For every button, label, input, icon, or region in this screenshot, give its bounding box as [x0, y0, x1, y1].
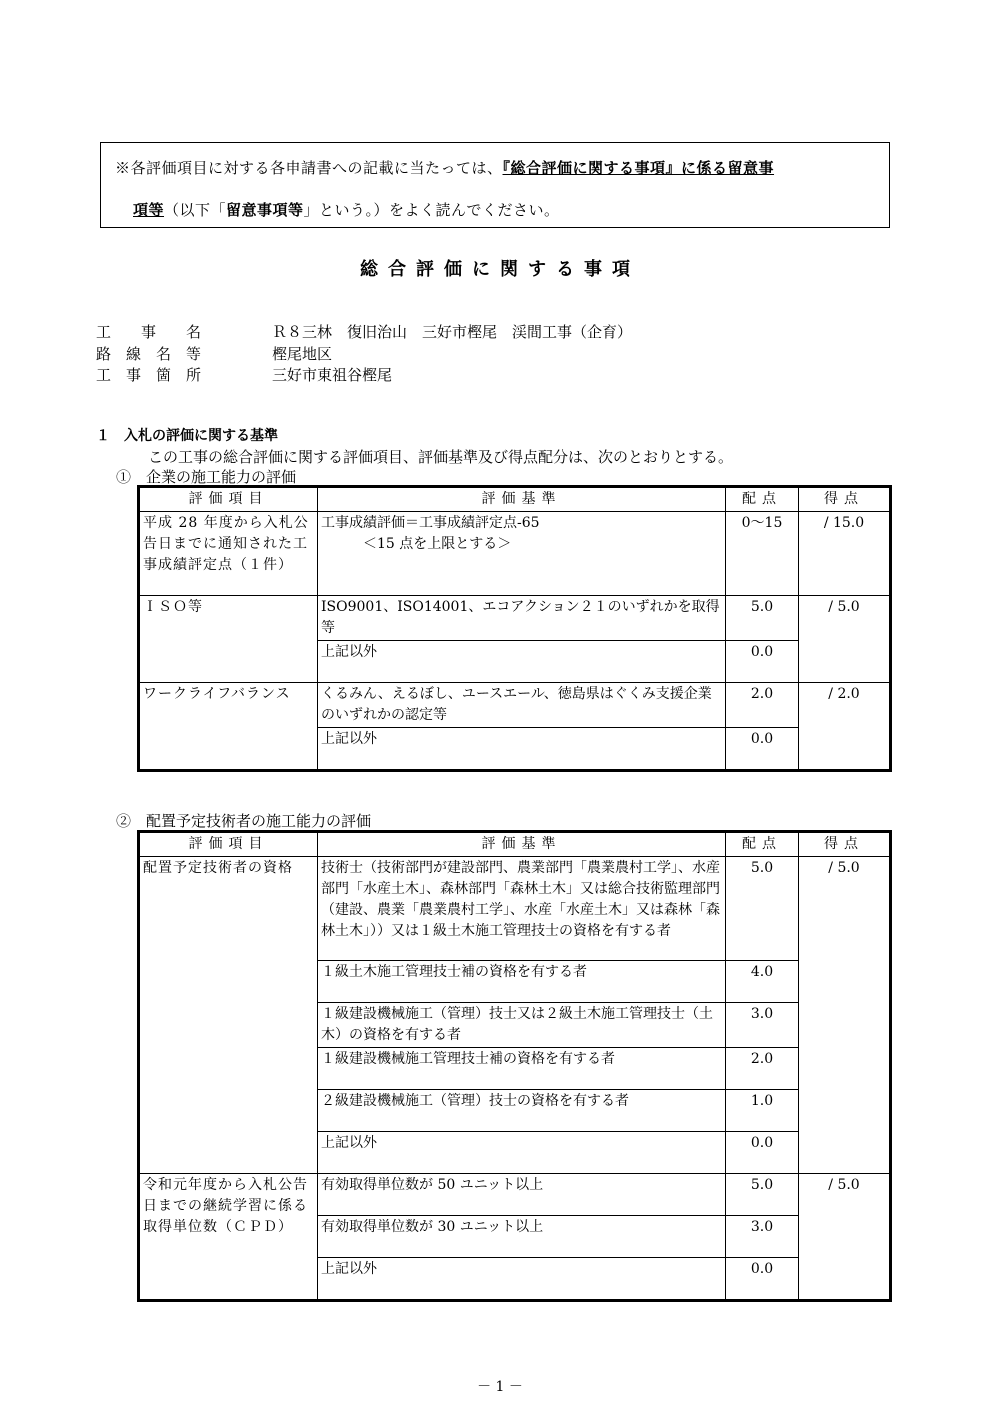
table-engineer-evaluation	[139, 832, 890, 1300]
score-cell: / 2.0	[799, 683, 890, 770]
table-row	[140, 1174, 890, 1216]
item-cell: ワークライフバランス	[140, 683, 318, 770]
criteria-cell: 技術士（技術部門が建設部門、農業部門「農業農村工学」、水産部門「水産土木」、森林部門「森林土木」又は総合技術監理部門（建設、農業「農業農村工学」、水産「水産土木」又は森林「森林土木」））又は１級土木施工管理技士の資格を有する者	[318, 857, 726, 961]
info-value: Ｒ８三林 復旧治山 三好市樫尾 渓間工事（企育）	[272, 323, 633, 341]
criteria-cell: １級建設機械施工（管理）技士又は２級土木施工管理技士（土木）の資格を有する者	[318, 1003, 726, 1048]
points-cell: 0～15	[726, 512, 799, 596]
page-number: － 1 －	[477, 1379, 523, 1395]
points-cell: 0.0	[726, 1258, 799, 1300]
table-row	[140, 512, 890, 596]
header-score: 得点	[799, 833, 890, 857]
item-cell: 令和元年度から入札公告日までの継続学習に係る取得単位数（ＣＰＤ）	[140, 1174, 318, 1300]
table1-label: ① 企業の施工能力の評価	[116, 468, 297, 486]
info-value: 樫尾地区	[272, 345, 333, 363]
table-row	[140, 596, 890, 641]
notice-emphasis: 『総合評価に関する事項』に係る留意事	[502, 159, 775, 177]
header-criteria: 評価基準	[318, 488, 726, 512]
criteria-cell: １級建設機械施工管理技士補の資格を有する者	[318, 1048, 726, 1090]
points-cell: 5.0	[726, 857, 799, 961]
points-cell: 3.0	[726, 1003, 799, 1048]
score-cell: / 5.0	[799, 596, 890, 683]
item-cell: ＩＳＯ等	[140, 596, 318, 683]
header-criteria: 評価基準	[318, 833, 726, 857]
criteria-cell: 有効取得単位数が 30 ユニット以上	[318, 1216, 726, 1258]
item-cell: 配置予定技術者の資格	[140, 857, 318, 1174]
table-row	[140, 683, 890, 728]
page-title: 総合評価に関する事項	[360, 259, 640, 280]
section-heading: １ 入札の評価に関する基準	[96, 428, 278, 444]
header-score: 得点	[799, 488, 890, 512]
criteria-cell: 工事成績評価＝工事成績評定点-65 ＜15 点を上限とする＞	[318, 512, 726, 596]
points-cell: 1.0	[726, 1090, 799, 1132]
criteria-cell: 上記以外	[318, 1132, 726, 1174]
info-label: 工 事 箇 所	[96, 366, 202, 384]
points-cell: 0.0	[726, 1132, 799, 1174]
notice-line-2	[133, 199, 560, 220]
score-cell: / 15.0	[799, 512, 890, 596]
points-cell: 5.0	[726, 596, 799, 641]
header-points: 配点	[726, 488, 799, 512]
info-value: 三好市東祖谷樫尾	[272, 366, 393, 384]
notice-box	[100, 142, 890, 228]
score-cell: / 5.0	[799, 1174, 890, 1300]
points-cell: 4.0	[726, 961, 799, 1003]
criteria-cell: ２級建設機械施工（管理）技士の資格を有する者	[318, 1090, 726, 1132]
info-row-location	[96, 364, 392, 385]
item-cell: 平成 28 年度から入札公告日までに通知された工事成績評定点（１件）	[140, 512, 318, 596]
criteria-cell: １級土木施工管理技士補の資格を有する者	[318, 961, 726, 1003]
header-item: 評価項目	[140, 488, 318, 512]
criteria-cell: 上記以外	[318, 728, 726, 770]
table-header-row	[140, 488, 890, 512]
info-label: 工 事 名	[96, 323, 202, 341]
info-row-route	[96, 343, 332, 364]
info-label: 路 線 名 等	[96, 345, 202, 363]
points-cell: 2.0	[726, 1048, 799, 1090]
points-cell: 2.0	[726, 683, 799, 728]
notice-bold: 留意事項等	[226, 201, 304, 219]
table2-label: ② 配置予定技術者の施工能力の評価	[116, 812, 372, 830]
points-cell: 3.0	[726, 1216, 799, 1258]
points-cell: 5.0	[726, 1174, 799, 1216]
header-item: 評価項目	[140, 833, 318, 857]
section-intro: この工事の総合評価に関する評価項目、評価基準及び得点配分は、次のとおりとする。	[148, 448, 734, 466]
criteria-cell: くるみん、えるぼし、ユースエール、徳島県はぐくみ支援企業のいずれかの認定等	[318, 683, 726, 728]
header-points: 配点	[726, 833, 799, 857]
criteria-cell: 上記以外	[318, 1258, 726, 1300]
points-cell: 0.0	[726, 641, 799, 683]
criteria-cell: 上記以外	[318, 641, 726, 683]
table-row	[140, 857, 890, 961]
notice-text: （以下「	[164, 201, 227, 219]
score-cell: / 5.0	[799, 857, 890, 1174]
criteria-cell: 有効取得単位数が 50 ユニット以上	[318, 1174, 726, 1216]
table-header-row	[140, 833, 890, 857]
notice-text: 」という。）をよく読んでください。	[303, 201, 560, 219]
criteria-cell: ISO9001、ISO14001、エコアクション２１のいずれかを取得等	[318, 596, 726, 641]
table-company-evaluation	[139, 487, 890, 770]
notice-emphasis: 項等	[133, 201, 165, 219]
info-row-name	[96, 321, 632, 342]
points-cell: 0.0	[726, 728, 799, 770]
notice-line-1	[115, 157, 774, 178]
notice-text: ※各評価項目に対する各申請書への記載に当たっては、	[115, 159, 503, 177]
